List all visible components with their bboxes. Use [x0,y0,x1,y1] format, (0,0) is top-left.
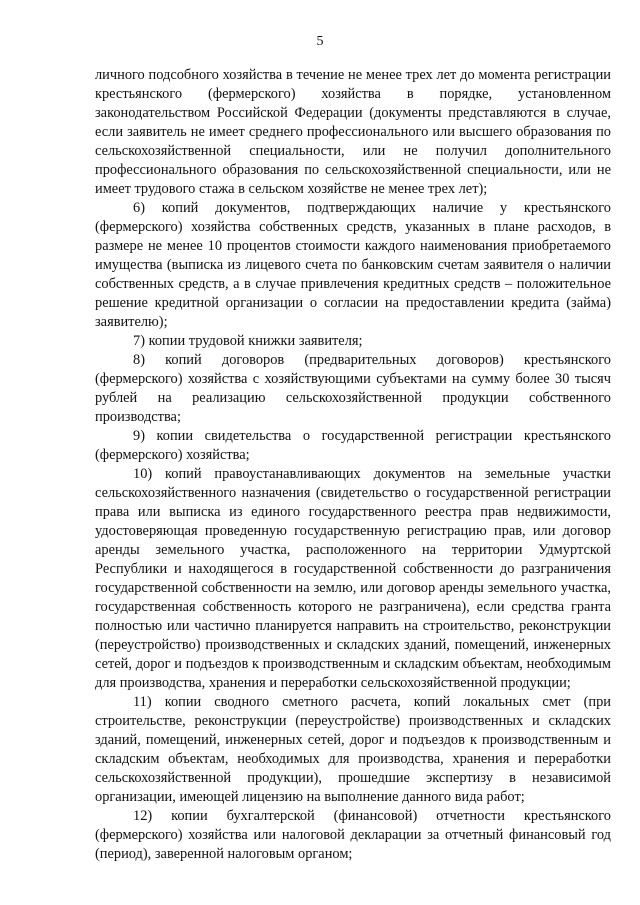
page-number: 5 [316,34,324,49]
paragraph-item-12: 12) копии бухгалтерской (финансовой) отчетности крестьянского (фермерского) хозяйства или налоговой декларации за отчетный финансовый год (период), заверенной налоговым органом; [95,808,611,862]
paragraph-item-6: 6) копий документов, подтверждающих наличие у крестьянского (фермерского) хозяйства собственных средств, указанных в плане расходов, в размере не менее 10 процентов стоимости каждого наименования приобретаемого имущества (выписка из лицевого счета по банковским счетам заявителя о наличии собственных средств, а в случае привлечения кредитных средств – положительное решение кредитной организации о согласии на предоставлении кредита (займа) заявителю); [95,200,611,330]
document-body [95,66,611,864]
paragraph-item-11: 11) копии сводного сметного расчета, копий локальных смет (при строительстве, реконструкции (переустройстве) производственных и складских зданий, помещений, инженерных сетей, дорог и подъездов к производственным и складским объектам, необходимых для производства, хранения и переработки сельскохозяйственной продукции), прошедшие экспертизу в независимой организации, имеющей лицензию на выполнение данного вида работ; [95,694,611,805]
paragraph-item-9: 9) копии свидетельства о государственной регистрации крестьянского (фермерского) хозяйства; [95,428,611,463]
paragraph-item-10: 10) копий правоустанавливающих документов на земельные участки сельскохозяйственного назначения (свидетельство о государственной регистрации права или выписка из единого государственного реестра прав недвижимости, удостоверяющая проведенную государственную регистрацию прав, или договор аренды земельного участка, расположенного на территории Удмуртской Республики и находящегося в государственной собственности до разграничения государственной собственности на землю, или договор аренды земельного участка, государственная собственность которого не разграничена), если средства гранта полностью или частично планируется направить на строительство, реконструкции (переустройство) производственных и складских зданий, помещений, инженерных сетей, дорог и подъездов к производственным и складским объектам, необходимым для производства, хранения и переработки сельскохозяйственной продукции; [95,466,611,691]
paragraph-continuation: личного подсобного хозяйства в течение не менее трех лет до момента регистрации крестьянского (фермерского) хозяйства в порядке, установленном законодательством Российской Федерации (документы представляются в случае, если заявитель не имеет среднего профессионального или высшего образования по сельскохозяйственной специальности, или не получил дополнительного профессионального образования по сельскохозяйственной специальности, или не имеет трудового стажа в сельском хозяйстве не менее трех лет); [95,67,611,197]
paragraph-item-7: 7) копии трудовой книжки заявителя; [133,333,363,349]
paragraph-item-8: 8) копий договоров (предварительных договоров) крестьянского (фермерского) хозяйства с хозяйствующими субъектами на сумму более 30 тысяч рублей на реализацию сельскохозяйственной продукции собственного производства; [95,352,611,425]
